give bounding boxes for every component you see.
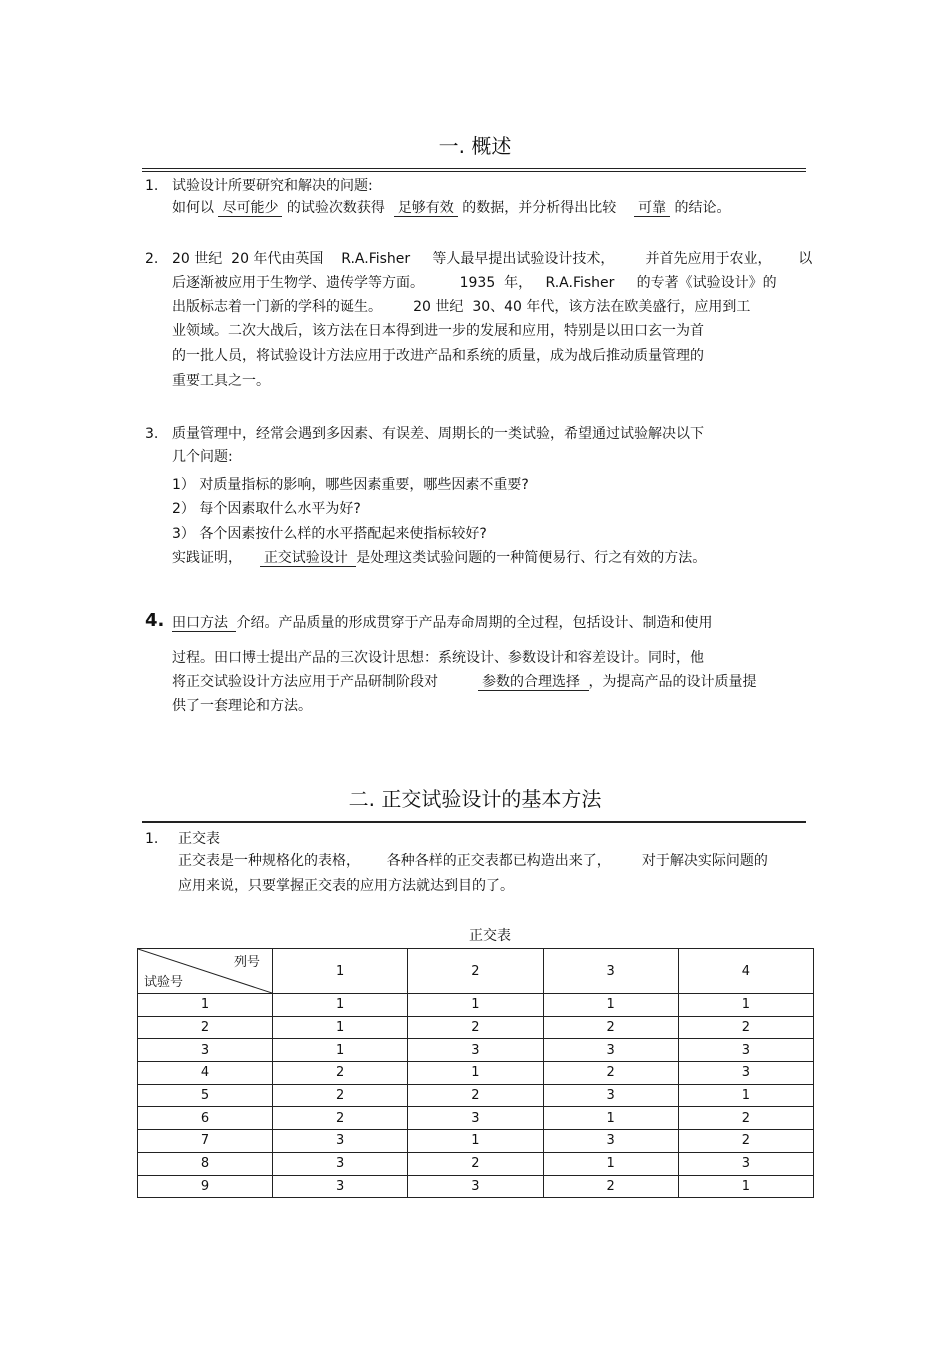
- trial-number-cell: 8: [138, 1152, 273, 1175]
- text-line: 试验设计所要研究和解决的问题:: [172, 178, 373, 194]
- text: 的结论。: [670, 200, 731, 216]
- table-row: [138, 1016, 814, 1039]
- corner-top-label: 列号: [233, 955, 260, 970]
- text-line: 应用来说，只要掌握正交表的应用方法就达到目的了。: [178, 878, 514, 894]
- table-cell: 1: [678, 994, 813, 1017]
- table-cell: 1: [273, 1039, 408, 1062]
- table-cell: 1: [273, 994, 408, 1017]
- trial-number-cell: 6: [138, 1107, 273, 1130]
- table-row: [138, 1175, 814, 1198]
- item-number: 3.: [145, 426, 159, 442]
- text: 是处理这类试验问题的一种简便易行、行之有效的方法。: [356, 550, 707, 566]
- question: 2） 每个因素取什么水平为好?: [172, 501, 361, 517]
- text: 的数据，并分析得出比较: [457, 200, 635, 216]
- fill-blank: 足够有效: [394, 200, 458, 217]
- table-cell: 1: [543, 994, 678, 1017]
- table-cell: 1: [408, 994, 543, 1017]
- table-cell: 3: [408, 1039, 543, 1062]
- text-line: [172, 549, 706, 567]
- fill-blank: 参数的合理选择: [478, 674, 588, 691]
- corner-cell: [138, 949, 273, 994]
- question: 1） 对质量指标的影响，哪些因素重要，哪些因素不重要?: [172, 477, 529, 493]
- table-cell: 1: [678, 1084, 813, 1107]
- corner-bottom-label: 试验号: [144, 975, 184, 990]
- table-cell: 2: [408, 1084, 543, 1107]
- table-cell: 1: [543, 1152, 678, 1175]
- fill-blank: 正交试验设计: [260, 550, 356, 567]
- text: 将正交试验设计方法应用于产品研制阶段对: [172, 674, 479, 690]
- text-line: 业领域。二次大战后，该方法在日本得到进一步的发展和应用，特别是以田口玄一为首: [172, 323, 704, 339]
- text: 介绍。产品质量的形成贯穿于产品寿命周期的全过程，包括设计、制造和使用: [236, 615, 713, 631]
- table-cell: 3: [543, 1039, 678, 1062]
- table-header-row: [138, 949, 814, 994]
- text: 的试验次数获得: [282, 200, 394, 216]
- table-cell: 3: [273, 1175, 408, 1198]
- text-line: 的一批人员，将试验设计方法应用于改进产品和系统的质量，成为战后推动质量管理的: [172, 348, 704, 364]
- item-number: 1.: [145, 178, 159, 194]
- table-cell: 1: [543, 1107, 678, 1130]
- double-rule: [142, 171, 806, 172]
- fill-blank: 可靠: [634, 200, 670, 217]
- fill-blank: 田口方法: [172, 615, 236, 632]
- double-rule: [142, 168, 806, 169]
- trial-number-cell: 1: [138, 994, 273, 1017]
- table-cell: 3: [273, 1130, 408, 1153]
- text-line: 供了一套理论和方法。: [172, 698, 312, 714]
- table-cell: 2: [408, 1016, 543, 1039]
- text: 如何以: [172, 200, 219, 216]
- table-caption: 正交表: [469, 928, 511, 944]
- table-row: [138, 1084, 814, 1107]
- item-title: 正交表: [178, 831, 220, 847]
- item-number: 2.: [145, 251, 159, 267]
- table-cell: 2: [543, 1016, 678, 1039]
- trial-number-cell: 9: [138, 1175, 273, 1198]
- section-1-title: 一. 概述: [438, 134, 512, 158]
- table-cell: 3: [543, 1130, 678, 1153]
- table-cell: 3: [408, 1107, 543, 1130]
- table-cell: 2: [273, 1107, 408, 1130]
- table-row: [138, 1152, 814, 1175]
- table-cell: 1: [408, 1062, 543, 1085]
- orthogonal-table: [137, 948, 814, 1198]
- table-cell: 3: [678, 1062, 813, 1085]
- text-line: [172, 673, 757, 691]
- item-number: 4.: [145, 610, 165, 631]
- item-number: 1.: [145, 831, 159, 847]
- trial-number-cell: 3: [138, 1039, 273, 1062]
- table-row: [138, 1107, 814, 1130]
- text-line: 重要工具之一。: [172, 373, 270, 389]
- question: 3） 各个因素按什么样的水平搭配起来使指标较好?: [172, 526, 487, 542]
- table-cell: 3: [678, 1152, 813, 1175]
- table-cell: 2: [543, 1062, 678, 1085]
- table-cell: 1: [678, 1175, 813, 1198]
- table-row: [138, 994, 814, 1017]
- table-cell: 2: [543, 1175, 678, 1198]
- text-line: 20 世纪 20 年代由英国 R.A.Fisher 等人最早提出试验设计技术， 并首先应用于农业， 以: [172, 251, 813, 267]
- text: 实践证明，: [172, 550, 260, 566]
- table-row: [138, 1130, 814, 1153]
- table-row: [138, 1039, 814, 1062]
- table-cell: 3: [273, 1152, 408, 1175]
- text-line: 正交表是一种规格化的表格， 各种各样的正交表都已构造出来了， 对于解决实际问题的: [178, 853, 768, 869]
- trial-number-cell: 7: [138, 1130, 273, 1153]
- text-line: 后逐渐被应用于生物学、遗传学等方面。 1935 年， R.A.Fisher 的专著《试验设计》的: [172, 275, 777, 291]
- text-line: 质量管理中，经常会遇到多因素、有误差、周期长的一类试验，希望通过试验解决以下: [172, 426, 704, 442]
- table-cell: 2: [678, 1107, 813, 1130]
- column-header: 4: [678, 949, 813, 994]
- table-cell: 3: [408, 1175, 543, 1198]
- text-line: 几个问题:: [172, 449, 233, 465]
- text-line: [172, 614, 712, 632]
- column-header: 2: [408, 949, 543, 994]
- table-cell: 2: [678, 1016, 813, 1039]
- table-row: [138, 1062, 814, 1085]
- table-cell: 2: [273, 1062, 408, 1085]
- table-cell: 2: [273, 1084, 408, 1107]
- fill-blank: 尽可能少: [218, 200, 282, 217]
- table-cell: 1: [408, 1130, 543, 1153]
- column-header: 1: [273, 949, 408, 994]
- text: ，为提高产品的设计质量提: [588, 674, 757, 690]
- trial-number-cell: 5: [138, 1084, 273, 1107]
- text-line: 出版标志着一门新的学科的诞生。 20 世纪 30、40 年代，该方法在欧美盛行，应用到工: [172, 299, 751, 315]
- table-cell: 3: [678, 1039, 813, 1062]
- section-2-title: 二. 正交试验设计的基本方法: [348, 787, 602, 811]
- table-cell: 1: [273, 1016, 408, 1039]
- table-cell: 3: [543, 1084, 678, 1107]
- table-cell: 2: [678, 1130, 813, 1153]
- column-header: 3: [543, 949, 678, 994]
- rule: [142, 821, 806, 823]
- trial-number-cell: 4: [138, 1062, 273, 1085]
- text-line: 过程。田口博士提出产品的三次设计思想：系统设计、参数设计和容差设计。同时，他: [172, 650, 704, 666]
- table-cell: 2: [408, 1152, 543, 1175]
- text-line: [172, 199, 731, 217]
- trial-number-cell: 2: [138, 1016, 273, 1039]
